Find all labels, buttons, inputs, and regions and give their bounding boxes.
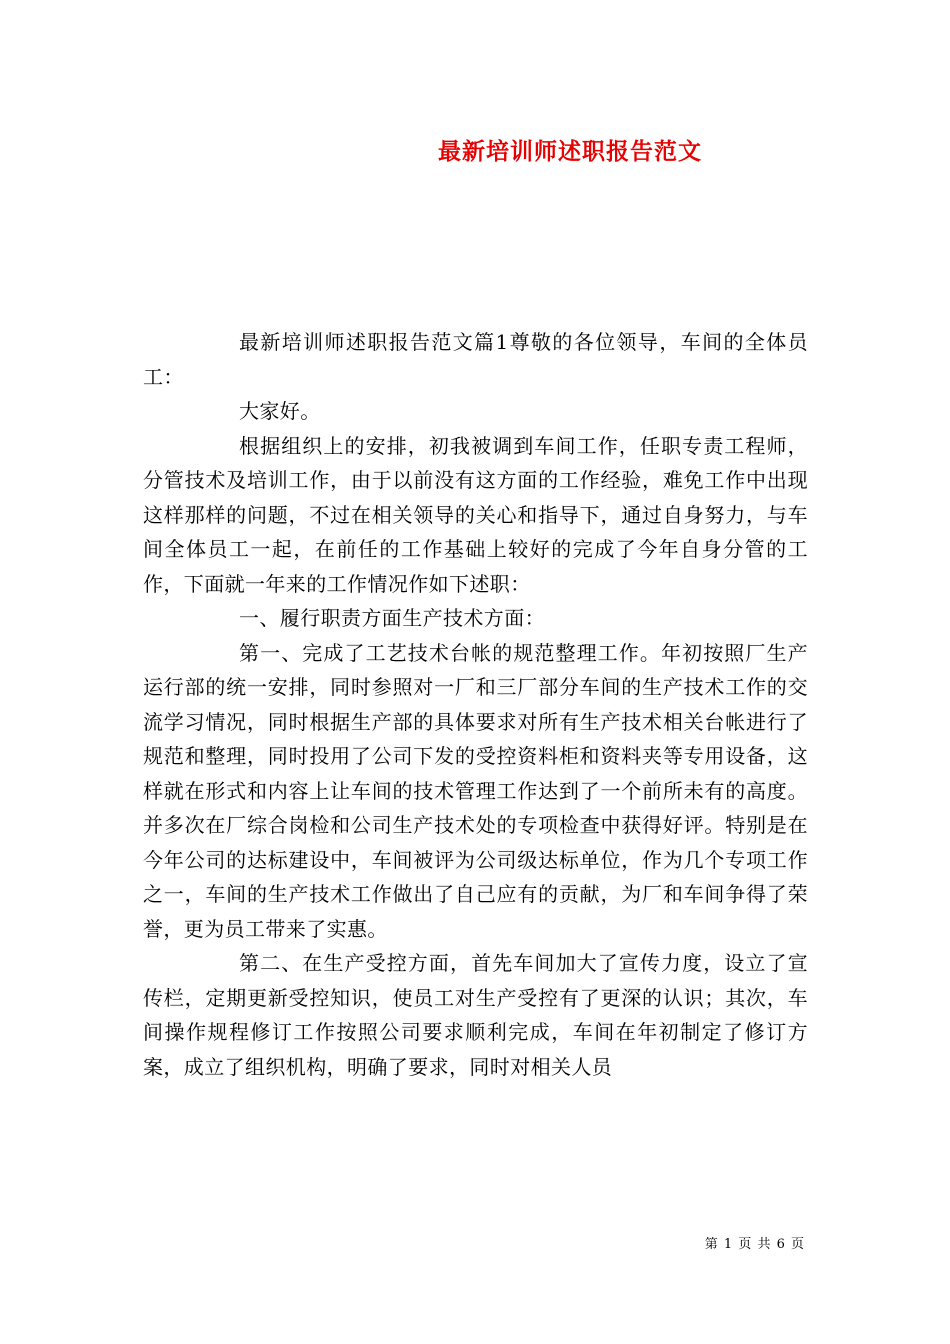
paragraph-hello: 大家好。 [239, 399, 321, 423]
paragraph-section-heading: 一、履行职责方面生产技术方面： [239, 606, 545, 630]
paragraph-intro: 根据组织上的安排，初我被调到车间工作，任职专责工程师，分管技术及培训工作，由于以前没有这方面的工作经验，难免工作中出现这样那样的问题，不过在相关领导的关心和指导下，通过自身努力，与车间全体员工一起，在前任的工作基础上较好的完成了今年自身分管的工作，下面就一年来的工作情况作如下述职： [143, 433, 808, 596]
paragraph-greeting: 最新培训师述职报告范文篇1尊敬的各位领导，车间的全体员工： [143, 330, 808, 389]
document-body [143, 325, 808, 1084]
paragraph-second-item: 第二、在生产受控方面，首先车间加大了宣传力度，设立了宣传栏，定期更新受控知识，使员工对生产受控有了更深的认识；其次，车间操作规程修订工作按照公司要求顺利完成，车间在年初制定了修订方案，成立了组织机构，明确了要求，同时对相关人员 [143, 951, 808, 1079]
page-footer: 第 1 页 共 6 页 [704, 1237, 805, 1252]
paragraph-first-item: 第一、完成了工艺技术台帐的规范整理工作。年初按照厂生产运行部的统一安排，同时参照对一厂和三厂部分车间的生产技术工作的交流学习情况，同时根据生产部的具体要求对所有生产技术相关台帐进行了规范和整理，同时投用了公司下发的受控资料柜和资料夹等专用设备，这样就在形式和内容上让车间的技术管理工作达到了一个前所未有的高度。并多次在厂综合岗检和公司生产技术处的专项检查中获得好评。特别是在今年公司的达标建设中，车间被评为公司级达标单位，作为几个专项工作之一，车间的生产技术工作做出了自己应有的贡献，为厂和车间争得了荣誉，更为员工带来了实惠。 [143, 640, 808, 941]
document-title: 最新培训师述职报告范文 [438, 138, 702, 165]
